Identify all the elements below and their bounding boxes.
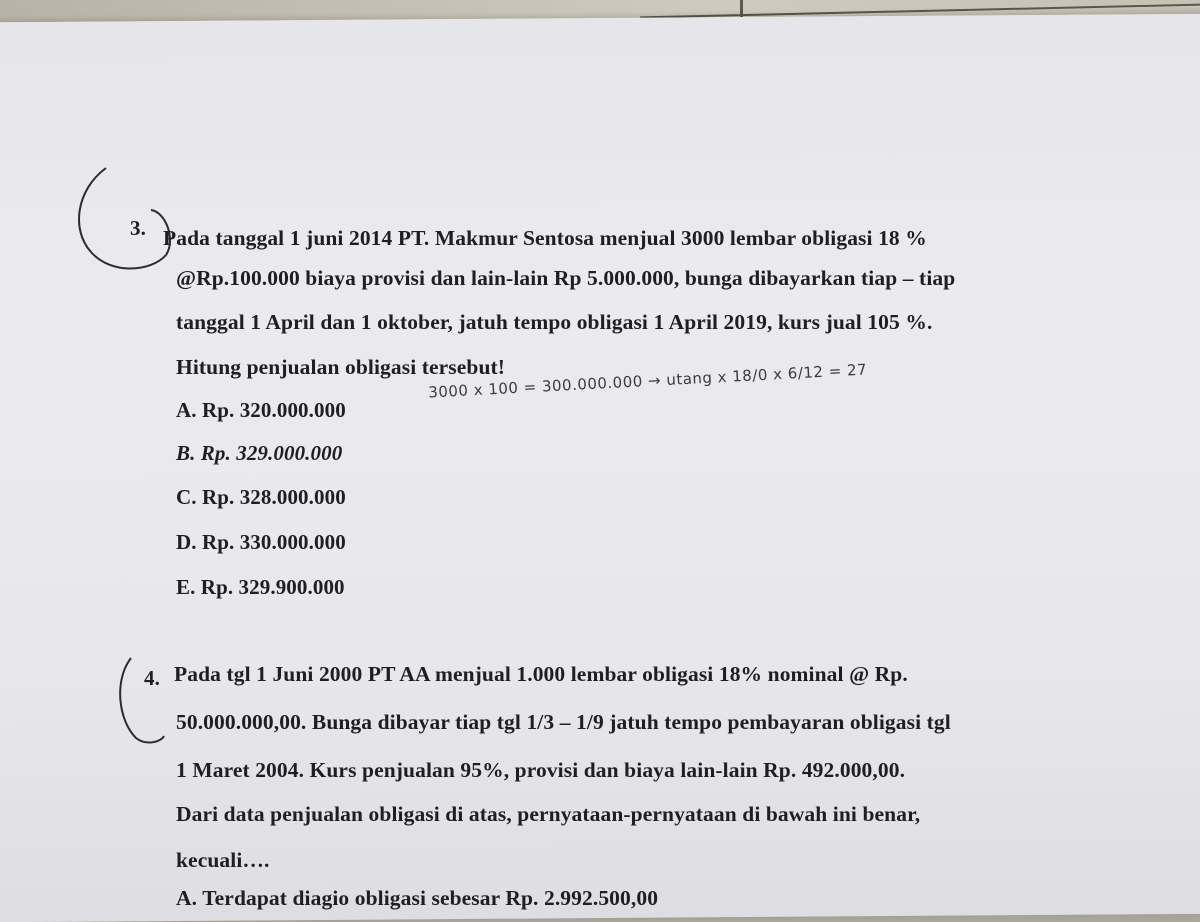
question-4-text-line: 1 Maret 2004. Kurs penjualan 95%, provisi dan biaya lain-lain Rp. 492.000,00. [176, 758, 906, 782]
question-3-number: 3. [130, 216, 146, 240]
question-4-text-line: kecuali…. [176, 848, 270, 872]
hand-drawn-circle-q3 [66, 160, 186, 290]
question-4-option-a: A. Terdapat diagio obligasi sebesar Rp. 2.992.500,00 [176, 886, 659, 910]
question-3-text-line: @Rp.100.000 biaya provisi dan lain-lain Rp 5.000.000, bunga dibayarkan tiap – tiap [176, 266, 956, 290]
option-e: E. Rp. 329.900.000 [176, 575, 345, 599]
question-3-text-line: tanggal 1 April dan 1 oktober, jatuh tempo obligasi 1 April 2019, kurs jual 105 %. [176, 310, 933, 334]
option-b: B. Rp. 329.000.000 [176, 441, 343, 465]
question-4-text-line: Pada tgl 1 Juni 2000 PT AA menjual 1.000 lembar obligasi 18% nominal @ Rp. [174, 662, 908, 686]
question-4-text-line: Dari data penjualan obligasi di atas, pernyataan-pernyataan di bawah ini benar, [176, 802, 921, 826]
question-3-text-line: Pada tanggal 1 juni 2014 PT. Makmur Sentosa menjual 3000 lembar obligasi 18 % [163, 226, 927, 250]
question-4-number: 4. [144, 666, 160, 690]
option-d: D. Rp. 330.000.000 [176, 530, 346, 554]
option-a: A. Rp. 320.000.000 [176, 398, 346, 422]
option-c: C. Rp. 328.000.000 [176, 485, 346, 509]
exam-paper [0, 14, 1200, 922]
handwritten-note: 3000 x 100 = 300.000.000 → utang x 18/0 x 6/12 = 27 [427, 360, 868, 402]
question-3-text-line: Hitung penjualan obligasi tersebut! [176, 355, 506, 379]
question-4-text-line: 50.000.000,00. Bunga dibayar tiap tgl 1/3 – 1/9 jatuh tempo pembayaran obligasi tgl [176, 710, 951, 734]
